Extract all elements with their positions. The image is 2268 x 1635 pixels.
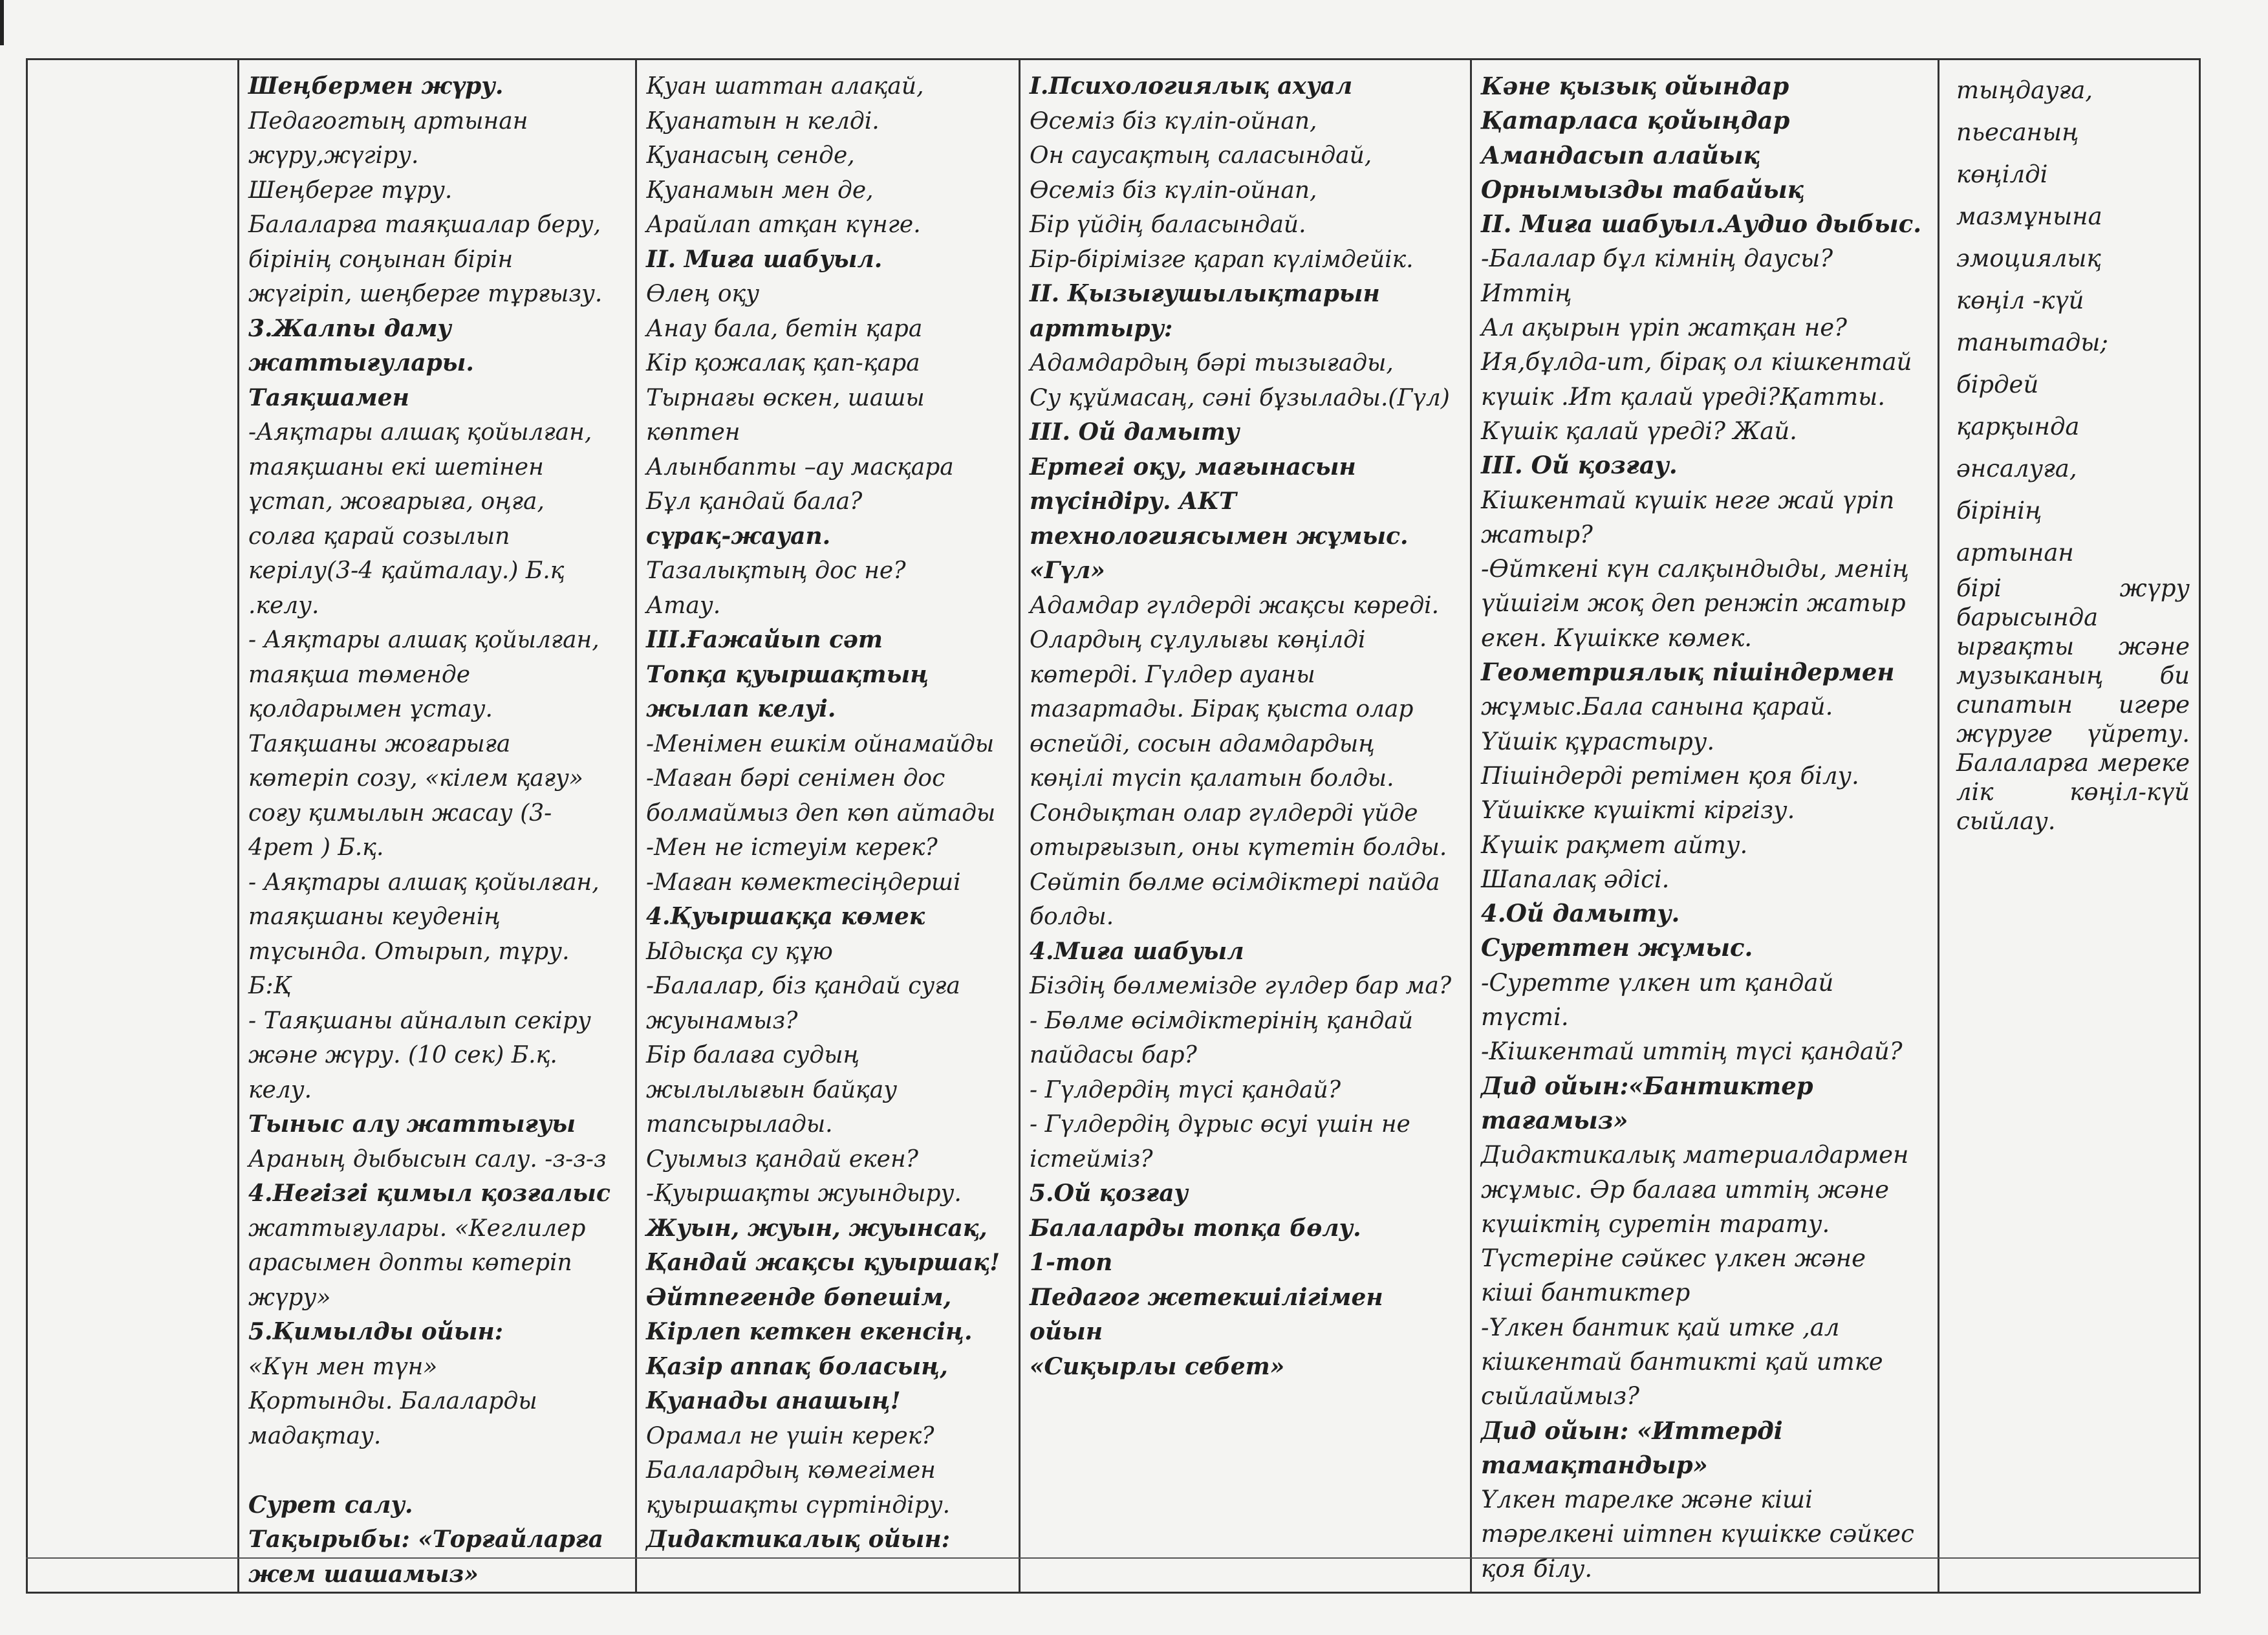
text-line: Дидактикалық ойын: <box>646 1526 951 1553</box>
text-line: жаттығулары. Таяқшамен <box>248 349 474 411</box>
text-line: Сурет салу. <box>248 1491 413 1519</box>
text-line: Ал ақырын үріп жатқан не? <box>1481 314 1847 342</box>
text-line: -Өйткені күн салқындыды, менің <box>1481 555 1910 583</box>
column-2-exercises <box>239 60 636 1593</box>
table-row <box>27 60 2200 1593</box>
text-line: Алынбапты –ау масқара <box>646 453 954 481</box>
text-line: Бір үйдің баласындай. <box>1030 211 1306 238</box>
text-line: Біздің бөлмемізде гүлдер бар ма? <box>1030 973 1452 999</box>
text-line: Кәне қызық ойындар <box>1481 72 1789 100</box>
text-line: жұмыс. Әр балаға иттің және <box>1481 1175 1889 1204</box>
text-line: 4.Қуыршаққа көмек <box>646 903 925 930</box>
text-line: Ертегі оқу, мағынасын <box>1030 453 1356 481</box>
text-line: 3.Жалпы даму <box>248 314 451 342</box>
text-line: жуынамыз? <box>646 1007 798 1034</box>
text-line: Күшік рақмет айту. <box>1481 830 1748 859</box>
text-line: таяқша төменде <box>248 661 471 688</box>
text-line: -Қуыршақты жуындыру. <box>646 1180 962 1207</box>
text-line: Дидактикалық материалдармен <box>1481 1141 1909 1169</box>
text-line: Дид ойын:«Бантиктер <box>1481 1071 1813 1100</box>
text-line: соғу қимылын жасау (3- <box>248 799 552 827</box>
text-line: көтерді. Гүлдер ауаны <box>1030 661 1315 688</box>
text-line: Анау бала, бетін қара <box>646 315 923 342</box>
text-line: Педагогтың артынан <box>248 107 528 135</box>
text-line: Атау. <box>646 592 721 619</box>
text-line: ІІІ. Ой дамыту <box>1030 418 1240 446</box>
text-line: Қортынды. Балаларды <box>248 1388 537 1414</box>
text-line: Таяқшаны жоғарыға <box>248 730 511 757</box>
text-line: қолдарымен ұстау. <box>248 696 493 722</box>
text-line: артынан <box>1956 539 2074 567</box>
text-line: Қандай жақсы қуыршақ! <box>646 1249 1000 1276</box>
text-line: Пішіндерді ретімен қоя білу. <box>1481 761 1859 790</box>
text-line: технологиясымен жұмыс. <box>1030 522 1409 550</box>
text-line: арасымен допты көтеріп <box>248 1250 572 1276</box>
page-bottom-line <box>26 1557 2199 1559</box>
text-line: көптен <box>646 419 740 446</box>
text-line: «Сиқырлы себет» <box>1030 1352 1285 1380</box>
text-line: -Маған бәрі сенімен дос <box>646 765 945 792</box>
text-line: «Гүл» <box>1030 557 1105 584</box>
text-line: Геометриялық пішіндермен <box>1481 658 1895 687</box>
text-line: сұрақ-жауап. <box>646 522 831 550</box>
text-line: көңіл -күй <box>1956 287 2084 314</box>
text-line: жылылығын байқау <box>646 1076 898 1103</box>
text-line: Балалардың көмегімен <box>646 1457 936 1484</box>
text-line: Бір балаға судың <box>646 1042 860 1068</box>
text-line: түсті. <box>1481 1003 1569 1032</box>
text-line: І.Психологиялық ахуал <box>1030 72 1353 100</box>
text-line: арттыру: <box>1030 314 1173 342</box>
text-line: Қатарласа қойыңдар <box>1481 106 1790 135</box>
text-line: қарқында <box>1956 413 2080 440</box>
text-line: 1-топ <box>1030 1249 1113 1276</box>
text-line: Үйшік құрастыру. <box>1481 727 1715 755</box>
text-line: Әйтпегенде бөпешім, <box>646 1283 952 1311</box>
text-line: Үйшікке күшікті кіргізу. <box>1481 796 1795 825</box>
text-line: бірінің соңынан бірін <box>248 246 513 273</box>
text-line: жем шашамыз» <box>248 1560 479 1588</box>
text-line: пайдасы бар? <box>1030 1042 1197 1068</box>
text-line: ІІІ. Ой қозғау. <box>1481 451 1678 480</box>
scan-edge-mark <box>0 0 4 45</box>
text-line: Он саусақтың саласындай, <box>1030 142 1372 169</box>
text-line: Тыныс алу жаттығуы <box>248 1110 576 1138</box>
text-line: жүру» <box>248 1284 331 1311</box>
text-line: 4.Миға шабуыл <box>1030 937 1244 965</box>
text-line: жатыр? <box>1481 520 1593 548</box>
text-line: Кірлеп кеткен екенсің. <box>646 1318 973 1345</box>
text-line: тапсырылады. <box>646 1111 833 1138</box>
text-line: мадақтау. <box>248 1422 382 1449</box>
text-line: Шеңбермен жүру. <box>248 72 504 100</box>
text-line <box>248 1453 626 1488</box>
lesson-plan-table <box>26 58 2201 1594</box>
text-line: музыканың би <box>1956 662 2190 689</box>
text-line: солға қарай созылып <box>248 523 510 550</box>
text-line: Адамдар гүлдерді жақсы көреді. <box>1030 592 1440 619</box>
text-line: Топқа қуыршақтың <box>646 660 929 688</box>
text-line: Орамал не үшін керек? <box>646 1422 934 1449</box>
text-line: Өсеміз біз күліп-ойнап, <box>1030 177 1317 204</box>
text-line: түсіндіру. АКТ <box>1030 488 1237 515</box>
text-line: өспейді, сосын адамдардың <box>1030 730 1375 757</box>
text-line: -Менімен ешкім ойнамайды <box>646 730 995 757</box>
text-line: екен. Күшікке көмек. <box>1481 623 1753 652</box>
text-line: күшік .Ит қалай үреді?Қатты. <box>1481 382 1886 411</box>
text-line: Қазір аппақ боласың, <box>646 1352 948 1380</box>
text-line: Өлең оқу <box>646 281 760 307</box>
text-line: ІІ. Миға шабуыл.Аудио дыбыс. <box>1481 210 1922 239</box>
text-line: .келу. <box>248 592 319 619</box>
text-line: және жүру. (10 сек) Б.қ. <box>248 1042 557 1068</box>
text-line: үйшігім жоқ деп ренжіп жатыр <box>1481 589 1906 618</box>
text-line: -Үлкен бантик қай итке ,ал <box>1481 1313 1840 1341</box>
text-line: барысында <box>1956 603 2099 631</box>
text-line: кіші бантиктер <box>1481 1279 1690 1307</box>
text-line: Орнымызды табайық <box>1481 175 1804 204</box>
text-line: тыңдауға, <box>1956 76 2093 104</box>
text-line: - Бөлме өсімдіктерінің қандай <box>1030 1007 1413 1034</box>
text-line: Тақырыбы: «Торғайларға <box>248 1526 603 1553</box>
text-line: Үлкен тарелке және кіші <box>1481 1486 1813 1514</box>
text-line: Бір-бірімізге қарап күлімдейік. <box>1030 246 1414 273</box>
text-line: 5.Қимылды ойын: <box>248 1318 503 1345</box>
text-line: жаттығулары. «Кеглилер <box>248 1215 586 1242</box>
text-line: жұмыс.Бала санына қарай. <box>1481 693 1833 721</box>
text-line: эмоциялық <box>1956 244 2101 272</box>
text-line: бірі жүру <box>1956 574 2190 602</box>
text-line: Суымыз қандай екен? <box>646 1145 918 1173</box>
text-line: Олардың сұлулығы көңілді <box>1030 627 1366 653</box>
text-line: - Аяқтары алшақ қойылған, <box>248 627 599 653</box>
text-line: Өсеміз біз күліп-ойнап, <box>1030 107 1317 135</box>
text-line: тазартады. Бірақ қыста олар <box>1030 696 1414 722</box>
text-line: тағамыз» <box>1481 1105 1628 1134</box>
text-line: тамақтандыр» <box>1481 1450 1708 1479</box>
text-line: таяқшаны кеуденің <box>248 904 501 930</box>
text-line: Арайлап атқан күнге. <box>646 211 921 238</box>
text-line: - Аяқтары алшақ қойылған, <box>248 869 599 896</box>
text-line: таяқшаны екі шетінен <box>248 453 544 481</box>
text-line: тәрелкені иітпен күшікке сәйкес <box>1481 1520 1914 1548</box>
text-line: болмаймыз деп көп айтады <box>646 799 996 827</box>
text-line: Тазалықтың дос не? <box>646 558 906 584</box>
text-line: болды. <box>1030 904 1114 930</box>
column-3-activities <box>636 60 1020 1593</box>
text-line: сыйлау. <box>1956 807 2056 835</box>
text-line: Балаларға таяқшалар беру, <box>248 211 601 238</box>
text-line: 4.Негізгі қимыл қозғалыс <box>248 1180 610 1207</box>
text-line: ырғақты және <box>1956 633 2190 660</box>
text-line: пьесаның <box>1956 118 2079 146</box>
text-line: ІІ. Миға шабуыл. <box>646 245 883 273</box>
text-line: -Маған көмектесіңдерші <box>646 869 961 896</box>
text-line: -Балалар, біз қандай суға <box>646 973 960 999</box>
text-line: келу. <box>248 1076 312 1103</box>
text-line: бірдей <box>1956 371 2039 398</box>
text-line: жүгіріп, шеңберге тұрғызу. <box>248 281 603 307</box>
text-line: Педагог жетекшілігімен ойын <box>1030 1283 1383 1345</box>
text-line: 4рет ) Б.қ. <box>248 834 384 861</box>
text-line: Балаларға мереке <box>1956 749 2190 777</box>
text-line: «Күн мен түн» <box>248 1353 438 1380</box>
text-line: -Мен не істеуім керек? <box>646 834 938 861</box>
text-line: істейміз? <box>1030 1145 1153 1173</box>
text-line: ІІ. Қызығушылықтарын <box>1030 280 1380 307</box>
text-line: Араның дыбысын салу. -з-з-з <box>248 1145 607 1173</box>
text-line: Бұл қандай бала? <box>646 488 863 515</box>
column-4-flower-lesson <box>1020 60 1471 1593</box>
text-line: кішкентай бантикті қай итке <box>1481 1347 1883 1376</box>
text-line: Қуанатын н келді. <box>646 107 880 135</box>
text-line: көтеріп созу, «кілем қағу» <box>248 765 583 792</box>
column-5-puppy-lesson <box>1471 60 1939 1593</box>
text-line: көңілі түсіп қалатын болды. <box>1030 765 1394 792</box>
text-line: қуыршақты сүртіндіру. <box>646 1491 951 1519</box>
text-line: Жуын, жуын, жуынсақ, <box>646 1214 988 1242</box>
text-line: - Гүлдердің түсі қандай? <box>1030 1076 1341 1103</box>
text-line: Б:Қ <box>248 973 292 999</box>
text-line: Амандасып алайық <box>1481 140 1760 169</box>
text-line: Дид ойын: «Иттерді <box>1481 1416 1783 1445</box>
text-line: Адамдардың бәрі тызығады, <box>1030 350 1394 376</box>
text-line: Шапалақ әдісі. <box>1481 865 1670 893</box>
text-line: Түстеріне сәйкес үлкен және <box>1481 1244 1866 1273</box>
text-line: Кір қожалақ қап-қара <box>646 350 920 376</box>
text-line: Кішкентай күшік неге жай үріп <box>1481 486 1895 514</box>
text-line: лік көңіл-күй <box>1956 778 2190 806</box>
text-line: -Кішкентай иттің түсі қандай? <box>1481 1037 1903 1066</box>
text-line: сипатын игере <box>1956 691 2190 719</box>
text-line: жүруге үйрету. <box>1956 720 2190 748</box>
text-line: Балаларды топқа бөлу. <box>1030 1214 1361 1242</box>
text-line: Қуан шаттан алақай, <box>646 73 924 100</box>
text-line: көңілді <box>1956 160 2048 188</box>
text-line: Сөйтіп бөлме өсімдіктері пайда <box>1030 869 1440 896</box>
text-line: Шеңберге тұру. <box>248 177 453 204</box>
text-line: Тырнағы өскен, шашы <box>646 384 925 411</box>
text-line: сыйлаймыз? <box>1481 1382 1639 1411</box>
text-line: отырғызып, оны күтетін болды. <box>1030 834 1447 861</box>
text-line: Қуанамын мен де, <box>646 177 874 204</box>
text-line: - Таяқшаны айналып секіру <box>248 1007 591 1034</box>
text-line: 5.Ой қозғау <box>1030 1180 1189 1207</box>
text-line: Күшік қалай үреді? Жай. <box>1481 417 1797 445</box>
text-line: бірінің <box>1956 497 2042 525</box>
text-line: тұсында. Отырып, тұру. <box>248 938 570 965</box>
text-line: жүру,жүгіру. <box>248 142 419 169</box>
text-line: ІІІ.Ғажайып сәт <box>646 626 883 653</box>
text-line: мазмұнына <box>1956 202 2102 230</box>
text-line: 4.Ой дамыту. <box>1481 899 1680 928</box>
column-6-music-goals <box>1939 60 2200 1593</box>
text-line: -Балалар бұл кімнің даусы? Иттің <box>1481 244 1833 307</box>
text-line: - Гүлдердің дұрыс өсуі үшін не <box>1030 1111 1410 1138</box>
text-line: керілу(3-4 қайталау.) Б.қ <box>248 558 565 584</box>
text-line: Су құймасаң, сәні бұзылады.(Гүл) <box>1030 384 1450 411</box>
text-line: Ыдысқа су құю <box>646 938 833 965</box>
text-line: әнсалуға, <box>1956 455 2077 482</box>
text-line: ұстап, жоғарыға, оңға, <box>248 488 545 515</box>
text-line: Қуанады анашың! <box>646 1387 901 1414</box>
text-line: Сондықтан олар гүлдерді үйде <box>1030 799 1418 827</box>
text-line: -Суретте үлкен ит қандай <box>1481 968 1834 997</box>
text-line: Қуанасың сенде, <box>646 142 855 169</box>
text-line: танытады; <box>1956 329 2108 356</box>
text-line: -Аяқтары алшақ қойылған, <box>248 419 592 446</box>
text-line: жылап келуі. <box>646 695 836 722</box>
text-line: күшіктің суретін тарату. <box>1481 1209 1830 1238</box>
text-line: Ия,бұлда-ит, бірақ ол кішкентай <box>1481 348 1912 376</box>
text-line: қоя білу. <box>1481 1554 1593 1583</box>
text-line: Суреттен жұмыс. <box>1481 933 1753 962</box>
column-1-empty <box>27 60 239 1593</box>
